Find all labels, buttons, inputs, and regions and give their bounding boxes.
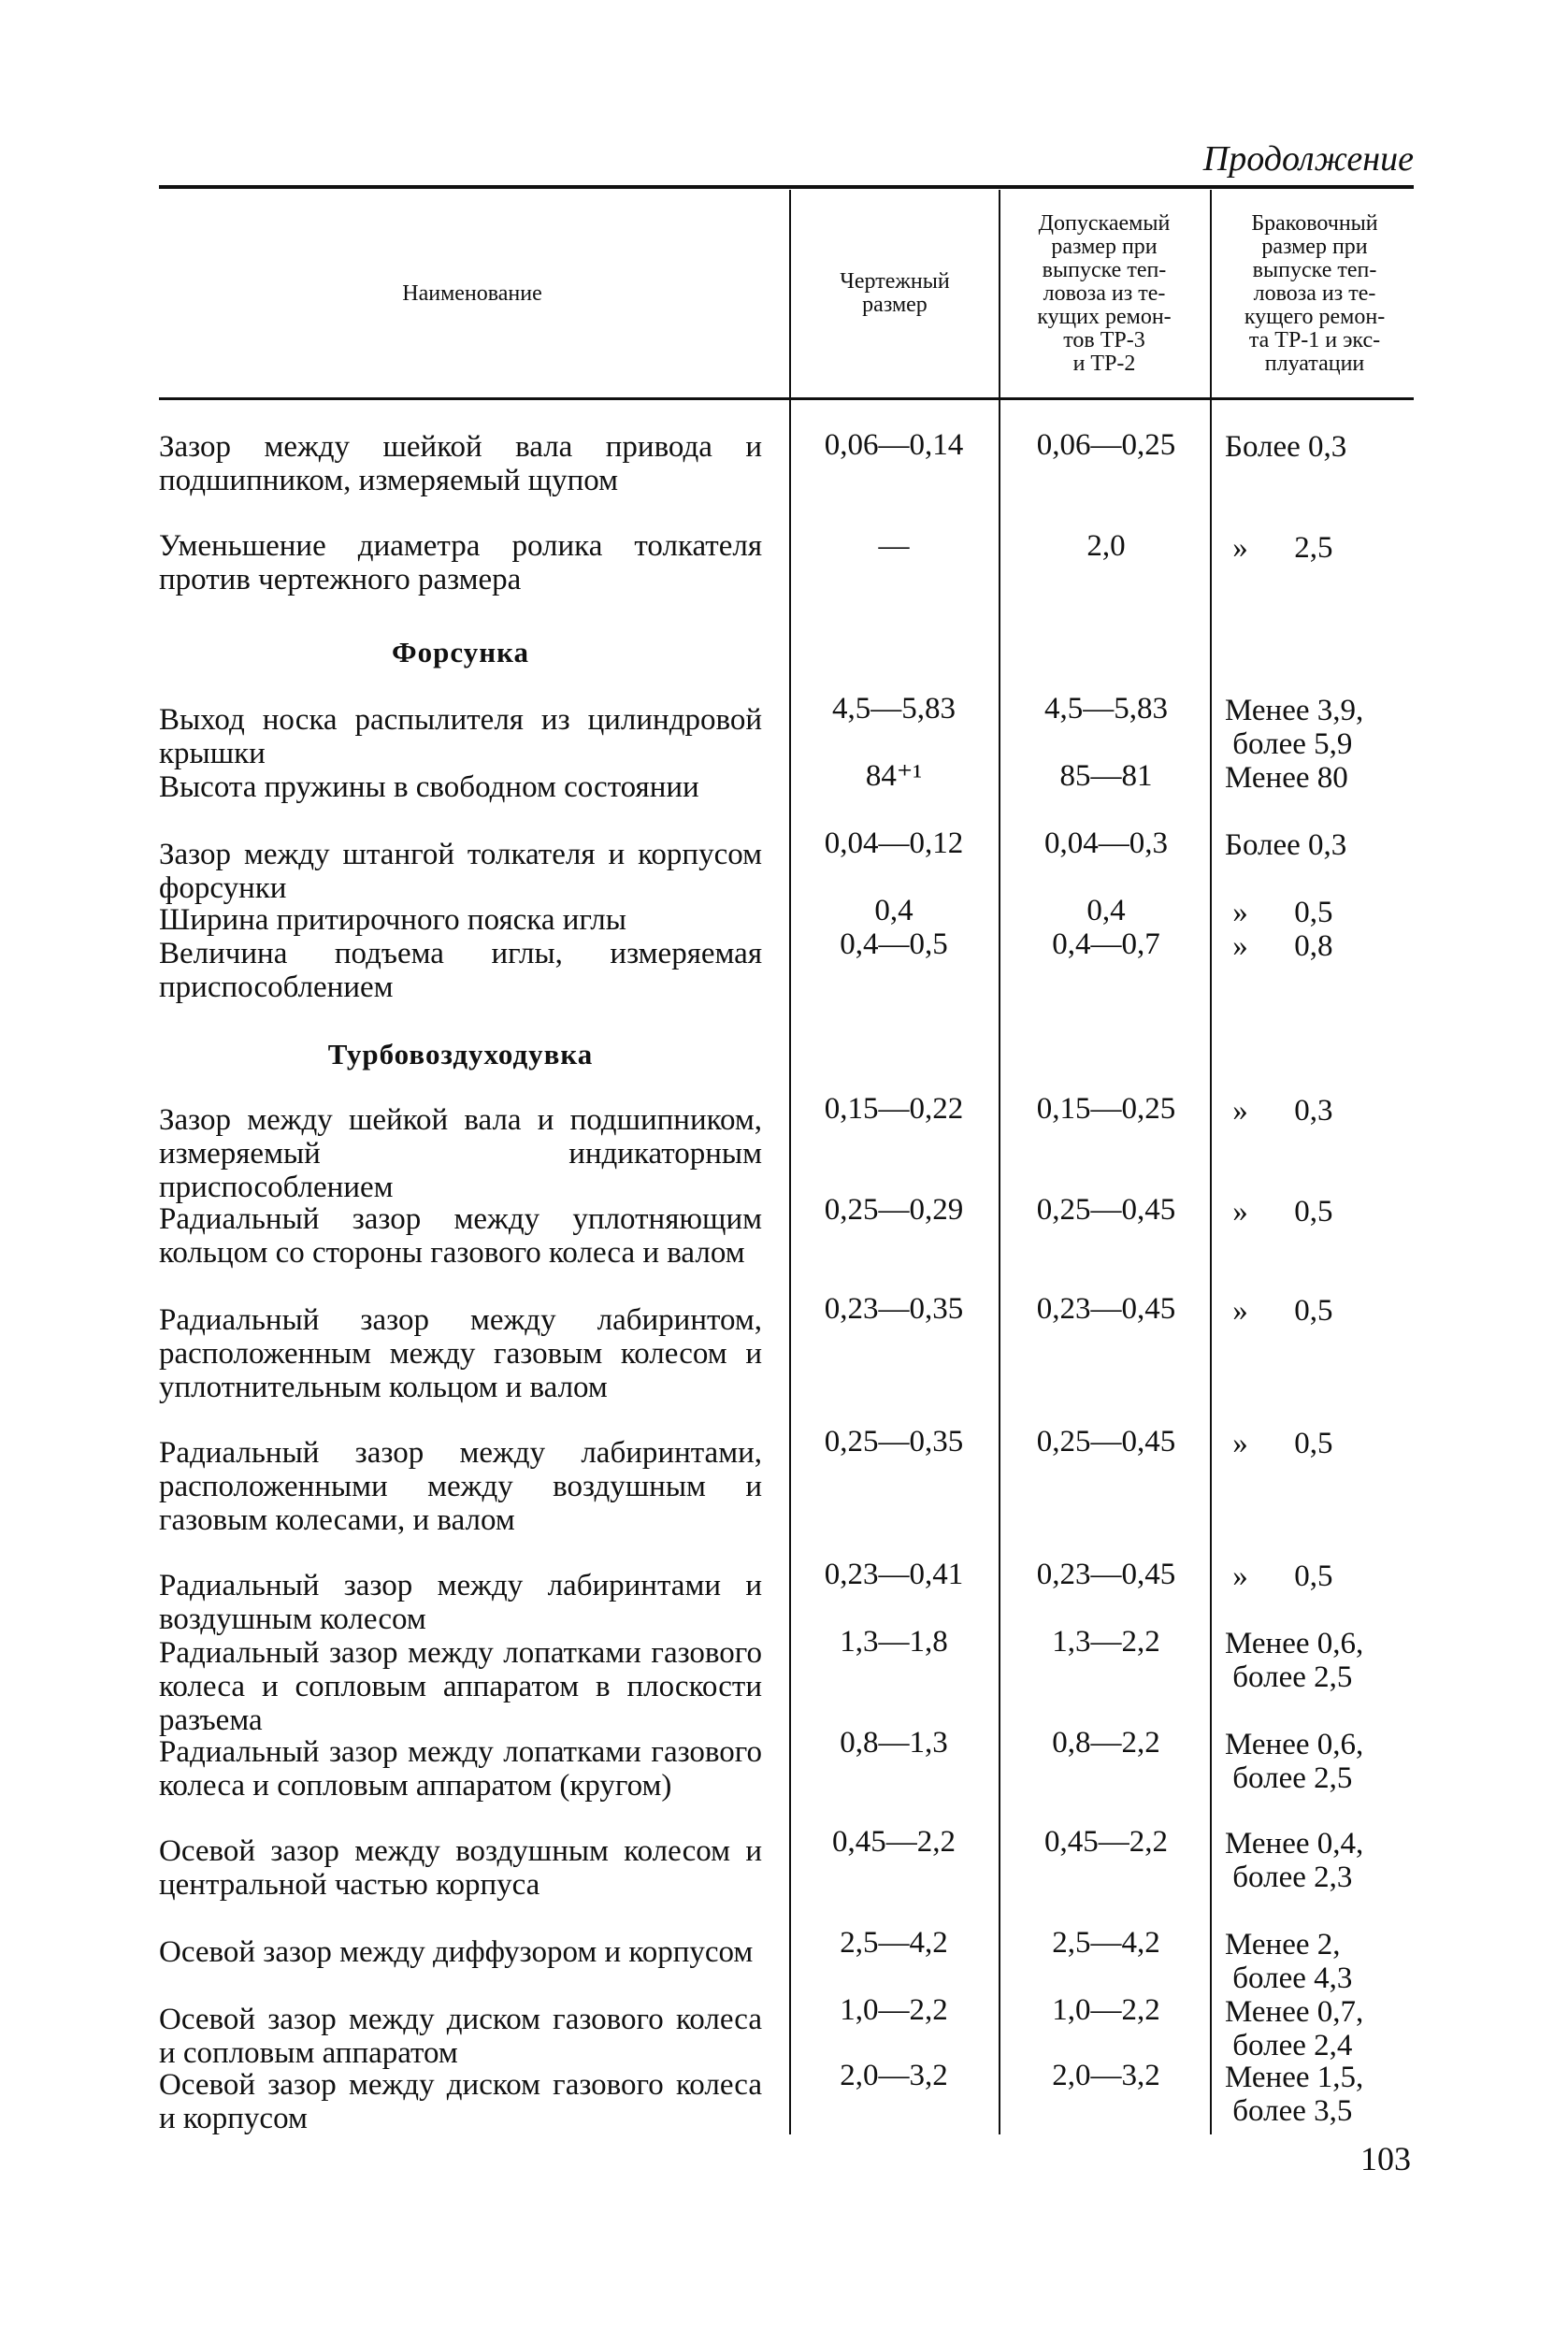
row-name: Радиальный зазор между лопатками газового колеса и сопловым аппаратом (кругом)	[159, 1735, 762, 1803]
row-reject-size: » 0,8	[1225, 929, 1333, 963]
header-reject-size: Браковочный размер при выпуске теп- ловоза из те- кущего ремон- та ТР-1 и экс- плуатации	[1244, 210, 1386, 376]
row-allowed-size: 2,0	[1086, 529, 1126, 563]
row-drawing-size: 0,4—0,5	[840, 927, 948, 961]
page-number: 103	[1360, 2140, 1411, 2177]
row-reject-size: Более 0,3	[1225, 828, 1347, 862]
row-reject-size: Менее 3,9, более 5,9	[1225, 694, 1364, 761]
row-name: Радиальный зазор между лабиринтами, расположенными между воздушным и газовым колесами, и валом	[159, 1436, 762, 1537]
row-drawing-size: 0,45—2,2	[832, 1825, 956, 1859]
row-reject-size: » 0,3	[1225, 1094, 1333, 1128]
section-heading: Форсунка	[392, 636, 529, 668]
row-allowed-size: 0,25—0,45	[1036, 1425, 1176, 1458]
row-drawing-size: 1,0—2,2	[840, 1993, 948, 2027]
row-name: Осевой зазор между диффузором и корпусом	[159, 1935, 754, 1969]
row-reject-size: » 0,5	[1225, 1195, 1333, 1228]
row-drawing-size: 2,5—4,2	[840, 1926, 948, 1960]
row-allowed-size: 0,15—0,25	[1036, 1092, 1176, 1126]
row-allowed-size: 0,06—0,25	[1036, 428, 1176, 462]
continued-label: Продолжение	[1202, 139, 1414, 179]
row-allowed-size: 0,23—0,45	[1036, 1292, 1176, 1326]
row-name: Осевой зазор между диском газового колеса и сопловым аппаратом	[159, 2003, 762, 2070]
row-reject-size: » 2,5	[1225, 531, 1333, 565]
row-reject-size: » 0,5	[1225, 896, 1333, 929]
row-reject-size: Менее 80	[1225, 761, 1348, 795]
row-name: Зазор между шейкой вала и подшипником, измеряемый индикаторным приспособлением	[159, 1103, 762, 1204]
column-divider-1	[789, 190, 791, 2134]
row-name: Радиальный зазор между лопатками газового колеса и сопловым аппаратом в плоскости разъема	[159, 1636, 762, 1737]
section-heading: Турбовоздуходувка	[327, 1038, 594, 1070]
row-name: Радиальный зазор между лабиринтом, расположенным между газовым колесом и уплотнительным кольцом и валом	[159, 1303, 762, 1404]
row-name: Высота пружины в свободном состоянии	[159, 770, 699, 804]
row-drawing-size: 0,23—0,35	[824, 1292, 964, 1326]
row-reject-size: » 0,5	[1225, 1559, 1333, 1593]
row-drawing-size: 0,06—0,14	[824, 428, 964, 462]
row-allowed-size: 85—81	[1059, 759, 1153, 793]
row-allowed-size: 4,5—5,83	[1044, 692, 1168, 726]
row-allowed-size: 0,4—0,7	[1052, 927, 1160, 961]
row-drawing-size: 4,5—5,83	[832, 692, 956, 726]
row-reject-size: Менее 0,4, более 2,3	[1225, 1827, 1364, 1894]
row-drawing-size: 0,4	[874, 894, 913, 927]
row-reject-size: » 0,5	[1225, 1427, 1333, 1460]
row-drawing-size: 0,15—0,22	[824, 1092, 964, 1126]
row-name: Выход носка распылителя из цилиндровой крышки	[159, 703, 762, 770]
row-reject-size: » 0,5	[1225, 1294, 1333, 1328]
column-divider-2	[999, 190, 1000, 2134]
row-allowed-size: 0,23—0,45	[1036, 1558, 1176, 1591]
row-drawing-size: 0,23—0,41	[824, 1558, 964, 1591]
row-name: Ширина притирочного пояска иглы	[159, 903, 626, 937]
row-allowed-size: 2,5—4,2	[1052, 1926, 1160, 1960]
row-drawing-size: 84⁺¹	[865, 759, 923, 793]
header-bottom-rule	[159, 397, 1414, 400]
row-reject-size: Менее 2, более 4,3	[1225, 1928, 1353, 1995]
row-name: Уменьшение диаметра ролика толкателя против чертежного размера	[159, 529, 762, 596]
header-allowed-size: Допускаемый размер при выпуске теп- ловоза из те- кущих ремон- тов ТР-3 и ТР-2	[1037, 210, 1172, 376]
row-allowed-size: 2,0—3,2	[1052, 2059, 1160, 2092]
header-drawing-size: Чертежный размер	[840, 269, 950, 317]
row-allowed-size: 1,0—2,2	[1052, 1993, 1160, 2027]
row-name: Радиальный зазор между лабиринтами и воздушным колесом	[159, 1569, 762, 1636]
row-reject-size: Менее 0,6, более 2,5	[1225, 1627, 1364, 1694]
row-name: Осевой зазор между диском газового колеса и корпусом	[159, 2068, 762, 2135]
row-reject-size: Менее 0,7, более 2,4	[1225, 1995, 1364, 2062]
row-allowed-size: 0,45—2,2	[1044, 1825, 1168, 1859]
row-reject-size: Менее 1,5, более 3,5	[1225, 2061, 1364, 2128]
row-allowed-size: 0,04—0,3	[1044, 826, 1168, 860]
row-allowed-size: 0,4	[1086, 894, 1126, 927]
row-allowed-size: 1,3—2,2	[1052, 1625, 1160, 1659]
row-name: Зазор между штангой толкателя и корпусом форсунки	[159, 838, 762, 905]
row-allowed-size: 0,8—2,2	[1052, 1726, 1160, 1760]
row-drawing-size: 0,25—0,35	[824, 1425, 964, 1458]
row-drawing-size: —	[878, 529, 910, 563]
row-name: Осевой зазор между воздушным колесом и центральной частью корпуса	[159, 1834, 762, 1902]
column-divider-3	[1210, 190, 1212, 2134]
row-drawing-size: 0,25—0,29	[824, 1193, 964, 1227]
row-drawing-size: 0,04—0,12	[824, 826, 964, 860]
row-drawing-size: 1,3—1,8	[840, 1625, 948, 1659]
row-reject-size: Менее 0,6, более 2,5	[1225, 1728, 1364, 1795]
row-name: Величина подъема иглы, измеряемая приспособлением	[159, 937, 762, 1004]
header-name: Наименование	[402, 280, 542, 306]
row-drawing-size: 0,8—1,3	[840, 1726, 948, 1760]
row-name: Радиальный зазор между уплотняющим кольцом со стороны газового колеса и валом	[159, 1202, 762, 1270]
row-drawing-size: 2,0—3,2	[840, 2059, 948, 2092]
row-allowed-size: 0,25—0,45	[1036, 1193, 1176, 1227]
row-reject-size: Более 0,3	[1225, 430, 1347, 464]
row-name: Зазор между шейкой вала привода и подшипником, измеряемый щупом	[159, 430, 762, 497]
table-top-rule	[159, 185, 1414, 189]
